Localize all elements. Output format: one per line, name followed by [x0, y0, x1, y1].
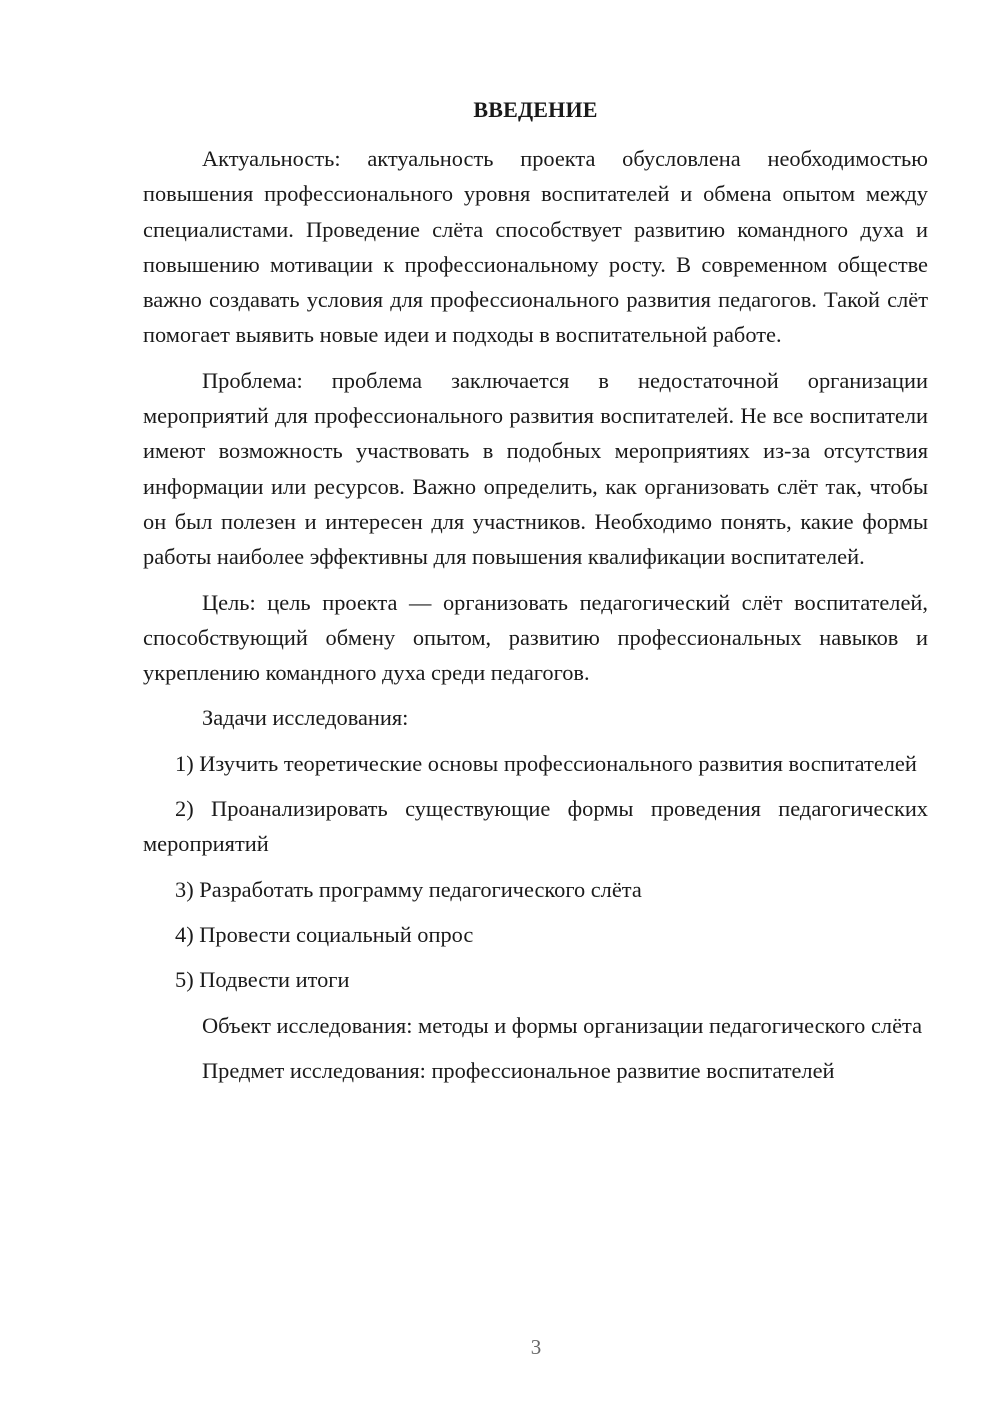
page-number: 3: [530, 1335, 542, 1359]
paragraph-goal: Цель: цель проекта — организовать педагогический слёт воспитателей, способствующий обмену опытом, развитию профессиональных навыков и укреплению командного духа среди педагогов.: [143, 589, 928, 686]
task-item: 5) Подвести итоги: [175, 967, 350, 993]
page-title: ВВЕДЕНИЕ: [473, 97, 598, 122]
task-item: 3) Разработать программу педагогического слёта: [175, 876, 642, 902]
tasks-list: [143, 746, 928, 998]
task-item: 1) Изучить теоретические основы профессионального развития воспитателей: [175, 750, 917, 776]
task-item: 2) Проанализировать существующие формы проведения педагогических мероприятий: [143, 796, 928, 857]
document-body: [143, 141, 928, 1088]
paragraph-problem: Проблема: проблема заключается в недостаточной организации мероприятий для профессионального развития воспитателей. Не все воспитатели имеют возможность участвовать в подобных мероприятиях из-за отсутствия информации или ресурсов. Важно определить, как организовать слёт так, чтобы он был полезен и интересен для участников. Необходимо понять, какие формы работы наиболее эффективны для повышения квалификации воспитателей.: [143, 367, 928, 570]
tasks-heading: Задачи исследования:: [202, 705, 409, 731]
paragraph-subject: Предмет исследования: профессиональное развитие воспитателей: [202, 1057, 835, 1083]
paragraph-relevance: Актуальность: актуальность проекта обусловлена необходимостью повышения профессионального уровня воспитателей и обмена опытом между специалистами. Проведение слёта способствует развитию командного духа и повышению мотивации к профессиональному росту. В современном обществе важно создавать условия для профессионального развития педагогов. Такой слёт помогает выявить новые идеи и подходы в воспитательной работе.: [143, 146, 928, 348]
task-item: 4) Провести социальный опрос: [175, 921, 474, 947]
paragraph-object: Объект исследования: методы и формы организации педагогического слёта: [202, 1012, 923, 1038]
